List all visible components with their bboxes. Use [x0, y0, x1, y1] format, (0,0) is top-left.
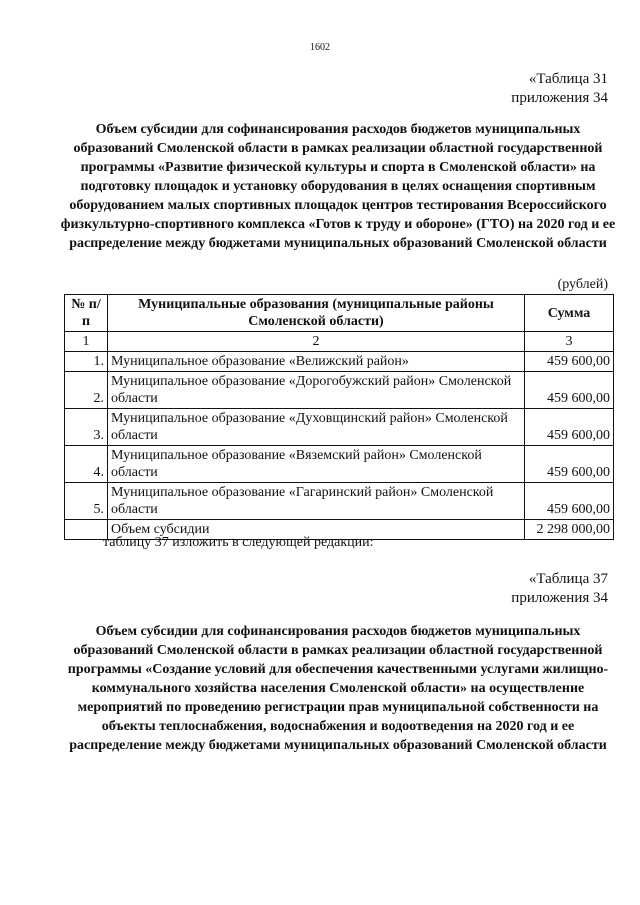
column-index: 1 [65, 332, 108, 352]
appendix-reference-line: приложения 34 [511, 90, 608, 106]
row-municipality: Муниципальное образование «Велижский район» [108, 352, 525, 372]
table-reference-31 [511, 70, 608, 108]
header-number: № п/п [65, 295, 108, 332]
column-index-row [65, 332, 614, 352]
header-municipality: Муниципальные образования (муниципальные районы Смоленской области) [108, 295, 525, 332]
table-37-title: Объем субсидии для софинансирования расходов бюджетов муниципальных образований Смоленской области в рамках реализации областной государственной программы «Создание условий для обеспечения качественными услугами жилищно-коммунального хозяйства населения Смоленской области» на осуществление мероприятий по проведению регистрации прав муниципальной собственности на объекты теплоснабжения, водоснабжения и водоотведения на 2020 год и ее распределение между бюджетами муниципальных образований Смоленской области [67, 624, 609, 753]
table-row [65, 483, 614, 520]
row-number: 1. [65, 352, 108, 372]
table-row [65, 446, 614, 483]
row-municipality: Муниципальное образование «Гагаринский район» Смоленской области [108, 483, 525, 520]
unit-note: (рублей) [557, 277, 608, 292]
table-header-row [65, 295, 614, 332]
table-reference-line: «Таблица 37 [528, 571, 608, 587]
table-reference-37 [511, 570, 608, 608]
total-label: Объем субсидии [108, 520, 525, 540]
row-sum: 459 600,00 [525, 372, 614, 409]
row-sum: 459 600,00 [525, 483, 614, 520]
row-sum: 459 600,00 [525, 409, 614, 446]
row-number: 4. [65, 446, 108, 483]
row-sum: 459 600,00 [525, 352, 614, 372]
row-number: 2. [65, 372, 108, 409]
row-sum: 459 600,00 [525, 446, 614, 483]
row-municipality: Муниципальное образование «Дорогобужский район» Смоленской области [108, 372, 525, 409]
table-row [65, 409, 614, 446]
subsidy-table [64, 294, 614, 540]
row-number: 5. [65, 483, 108, 520]
table-reference-line: «Таблица 31 [528, 71, 608, 87]
continuation-text: таблицу 37 изложить в следующей редакции: [103, 535, 374, 550]
row-number: 3. [65, 409, 108, 446]
table-31-title: Объем субсидии для софинансирования расходов бюджетов муниципальных образований Смоленской области в рамках реализации областной государственной программы «Развитие физической культуры и спорта в Смоленской области» на подготовку площадок и установку оборудования в целях оснащения спортивным оборудованием малых спортивных площадок центров тестирования Всероссийского физкультурно-спортивного комплекса «Готов к труду и обороне» (ГТО) на 2020 год и ее распределение между бюджетами муниципальных образований Смоленской области [60, 122, 616, 251]
table-row [65, 372, 614, 409]
column-index: 3 [525, 332, 614, 352]
page-number: 1602 [310, 42, 330, 53]
column-index: 2 [108, 332, 525, 352]
total-sum: 2 298 000,00 [525, 520, 614, 540]
row-municipality: Муниципальное образование «Духовщинский район» Смоленской области [108, 409, 525, 446]
appendix-reference-line: приложения 34 [511, 590, 608, 606]
header-sum: Сумма [525, 295, 614, 332]
table-row [65, 352, 614, 372]
total-number-empty [65, 520, 108, 540]
row-municipality: Муниципальное образование «Вяземский район» Смоленской области [108, 446, 525, 483]
